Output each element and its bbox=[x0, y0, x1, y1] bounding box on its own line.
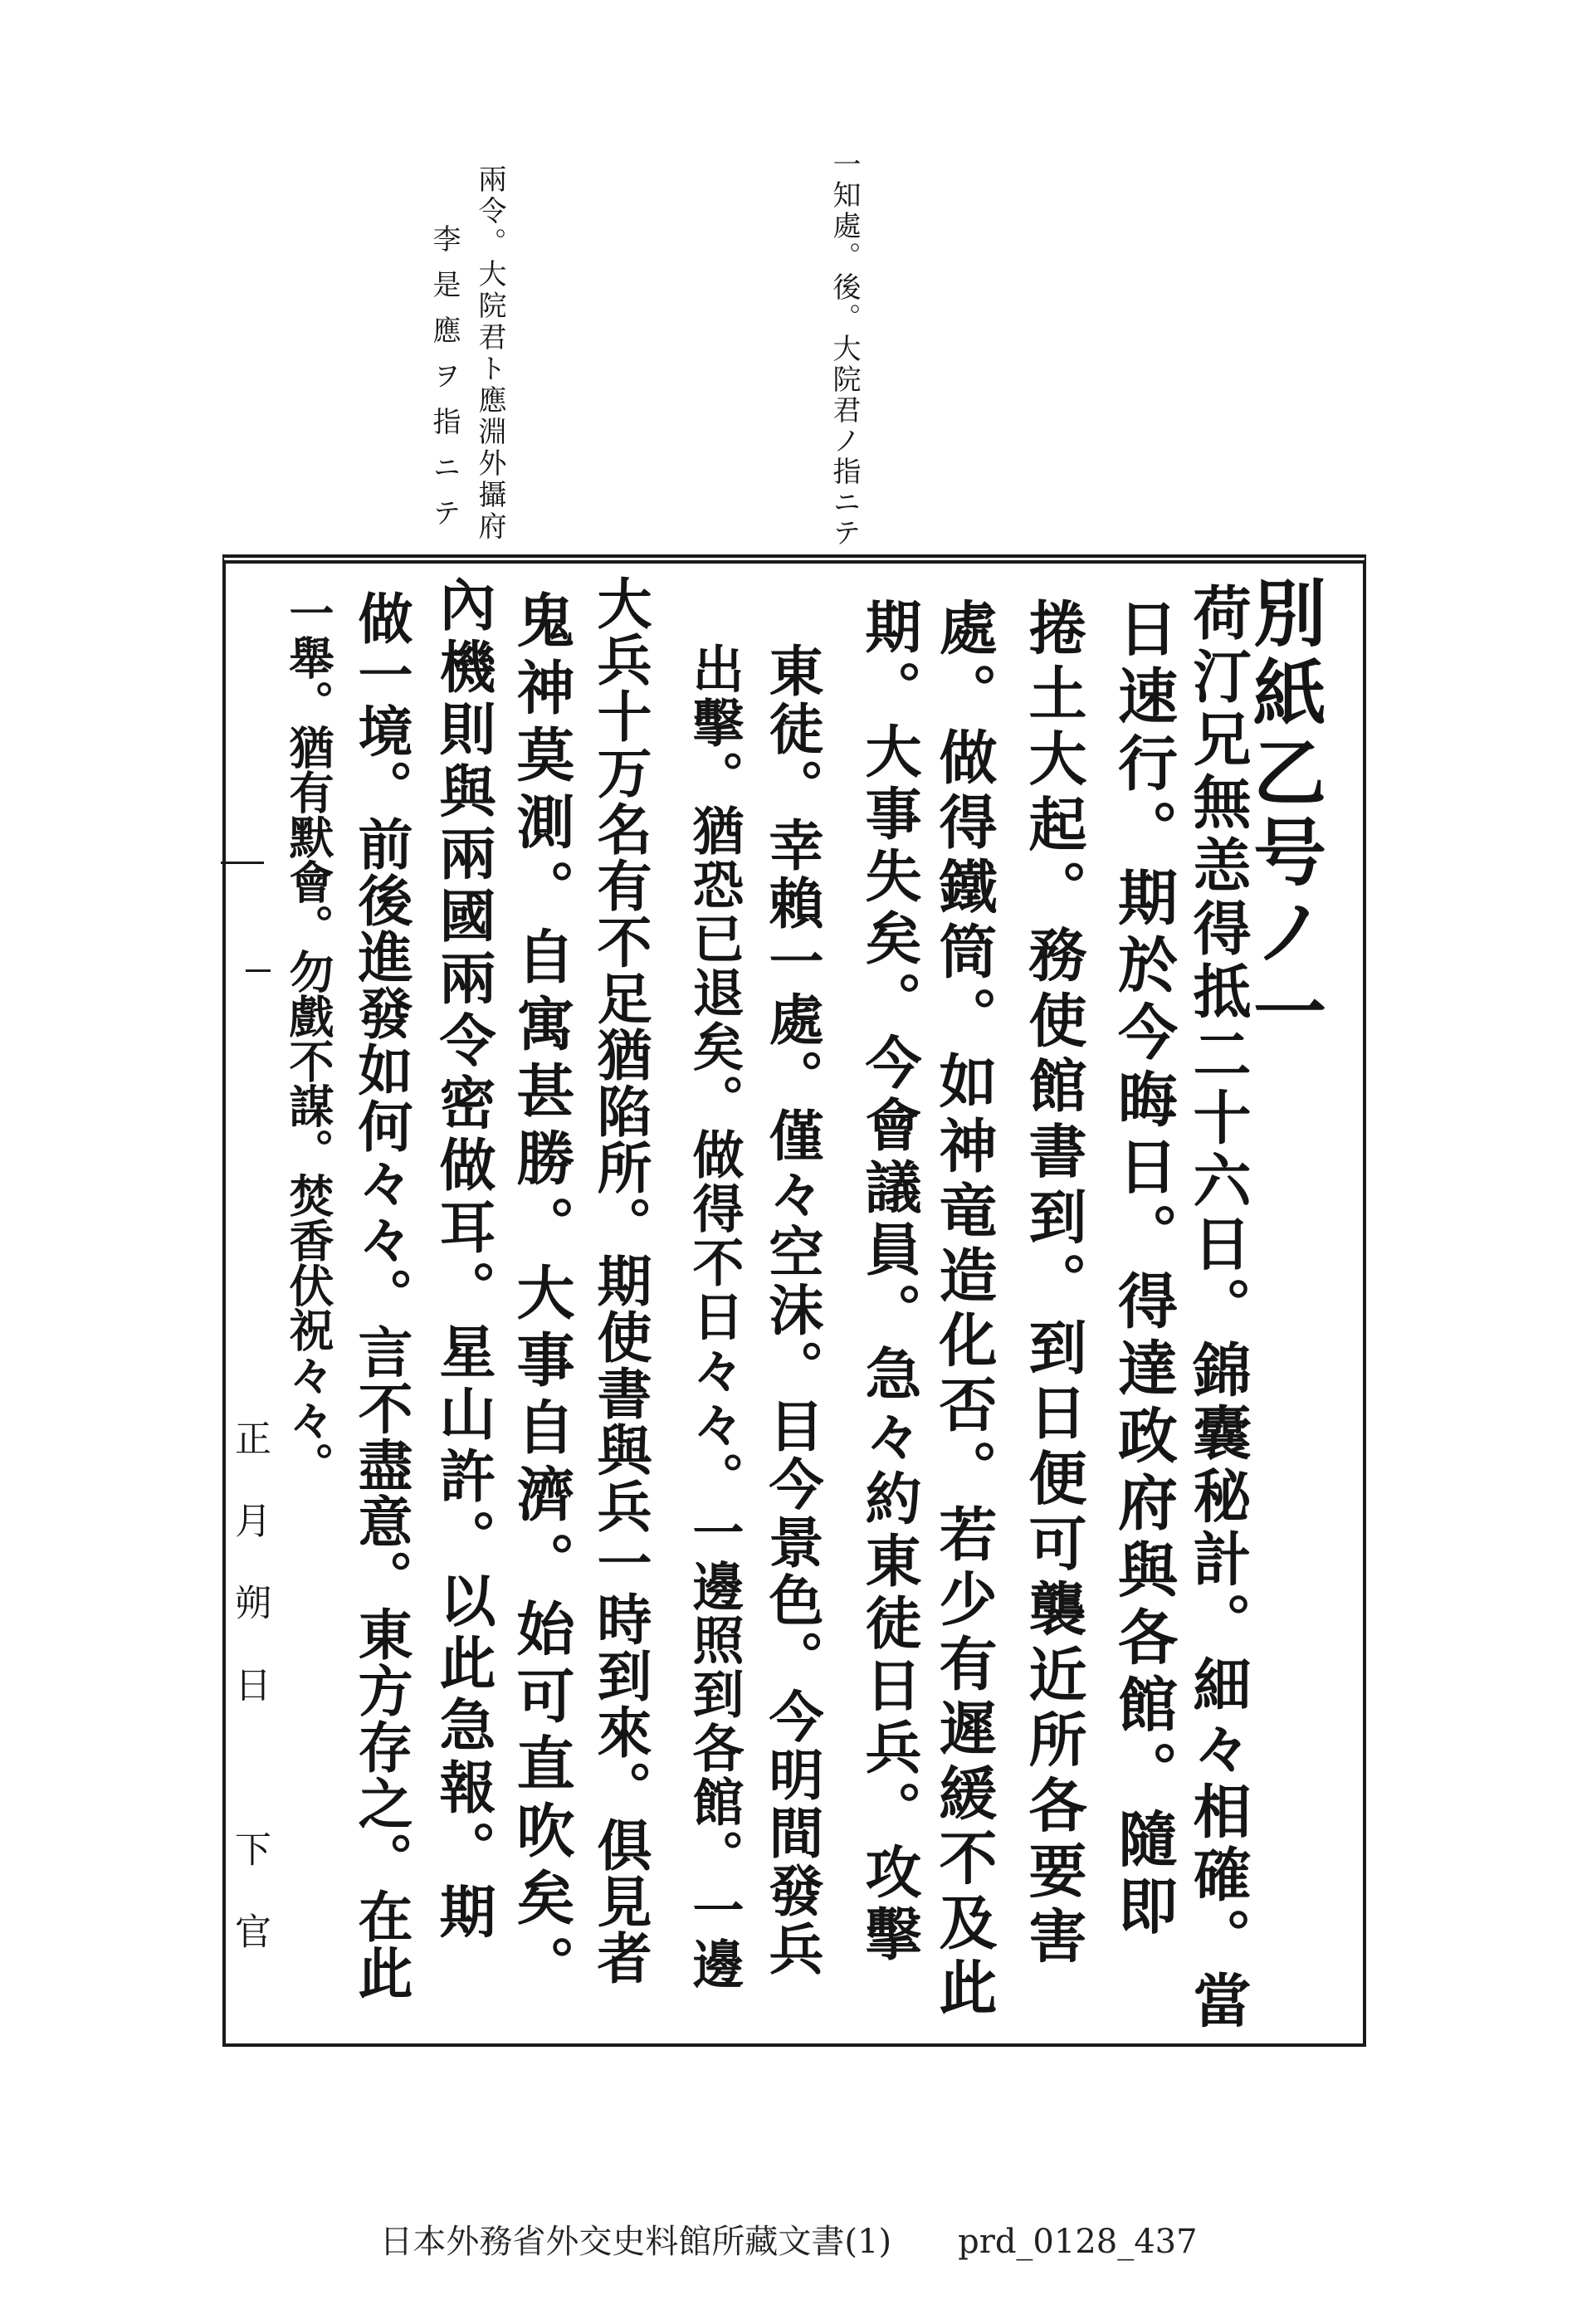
archive-caption: 日本外務省外交史料館所藏文書(1) bbox=[379, 2223, 892, 2261]
letter-column-4: 處。做得鐵筒。如神竜造化否。若少有遲緩不及此 bbox=[930, 598, 998, 2022]
letter-heading: 別紙乙号ノ一 bbox=[1242, 575, 1328, 1053]
marginal-note-right: 一知處。後。大院君ノ指ニテ bbox=[828, 149, 861, 549]
letter-column-2: 日速行。期於今晦日。得達政府與各館。隨即 bbox=[1108, 598, 1179, 1942]
letter-signature: 正月朔日 下官 bbox=[228, 1419, 271, 1994]
letter-column-8: 大兵十万名有不足猶陷所。期使書與兵一時到來。俱見者 bbox=[588, 575, 652, 1986]
margin-tick-mark bbox=[221, 862, 264, 864]
letter-column-5: 期。大事失矣。今會議員。急々約東徒日兵。攻擊 bbox=[856, 598, 922, 1967]
letter-column-9: 鬼神莫測。自寓甚勝。大事自濟。始可直吹矣。 bbox=[507, 590, 576, 2002]
letter-column-10: 內機則與兩國兩令密做耳。星山許。以此急報。期 bbox=[430, 575, 496, 1945]
marginal-note-left-1: 兩令。大院君ト應淵外攝府 bbox=[473, 164, 506, 543]
letter-column-11: 做一境。前後進發如何々々。言不盡意。東方存之。在此 bbox=[349, 590, 413, 2001]
letter-column-12: 一舉。猶有默會。勿戲不謀。焚香伏祝々々。 bbox=[282, 590, 335, 1487]
page-footer bbox=[0, 2221, 1577, 2263]
marginal-note-left-2: 李是應ヲ指ニテ bbox=[427, 224, 461, 544]
letter-column-3: 捲土大起。務使館書到。到日便可襲近所各要害 bbox=[1019, 598, 1088, 1971]
letter-column-6: 東徒。幸賴一處。僅々空沫。目今景色。今明間發兵 bbox=[759, 642, 824, 1979]
letter-column-1: 荷汀兄無恙得抵二十六日。錦囊秘計。細々相確。當 bbox=[1184, 583, 1252, 2034]
document-id: prd_0128_437 bbox=[958, 2223, 1198, 2261]
letter-column-7: 出擊。猶恐已退矣。做得不日々々。一邊照到各館。一邊 bbox=[684, 642, 745, 1991]
